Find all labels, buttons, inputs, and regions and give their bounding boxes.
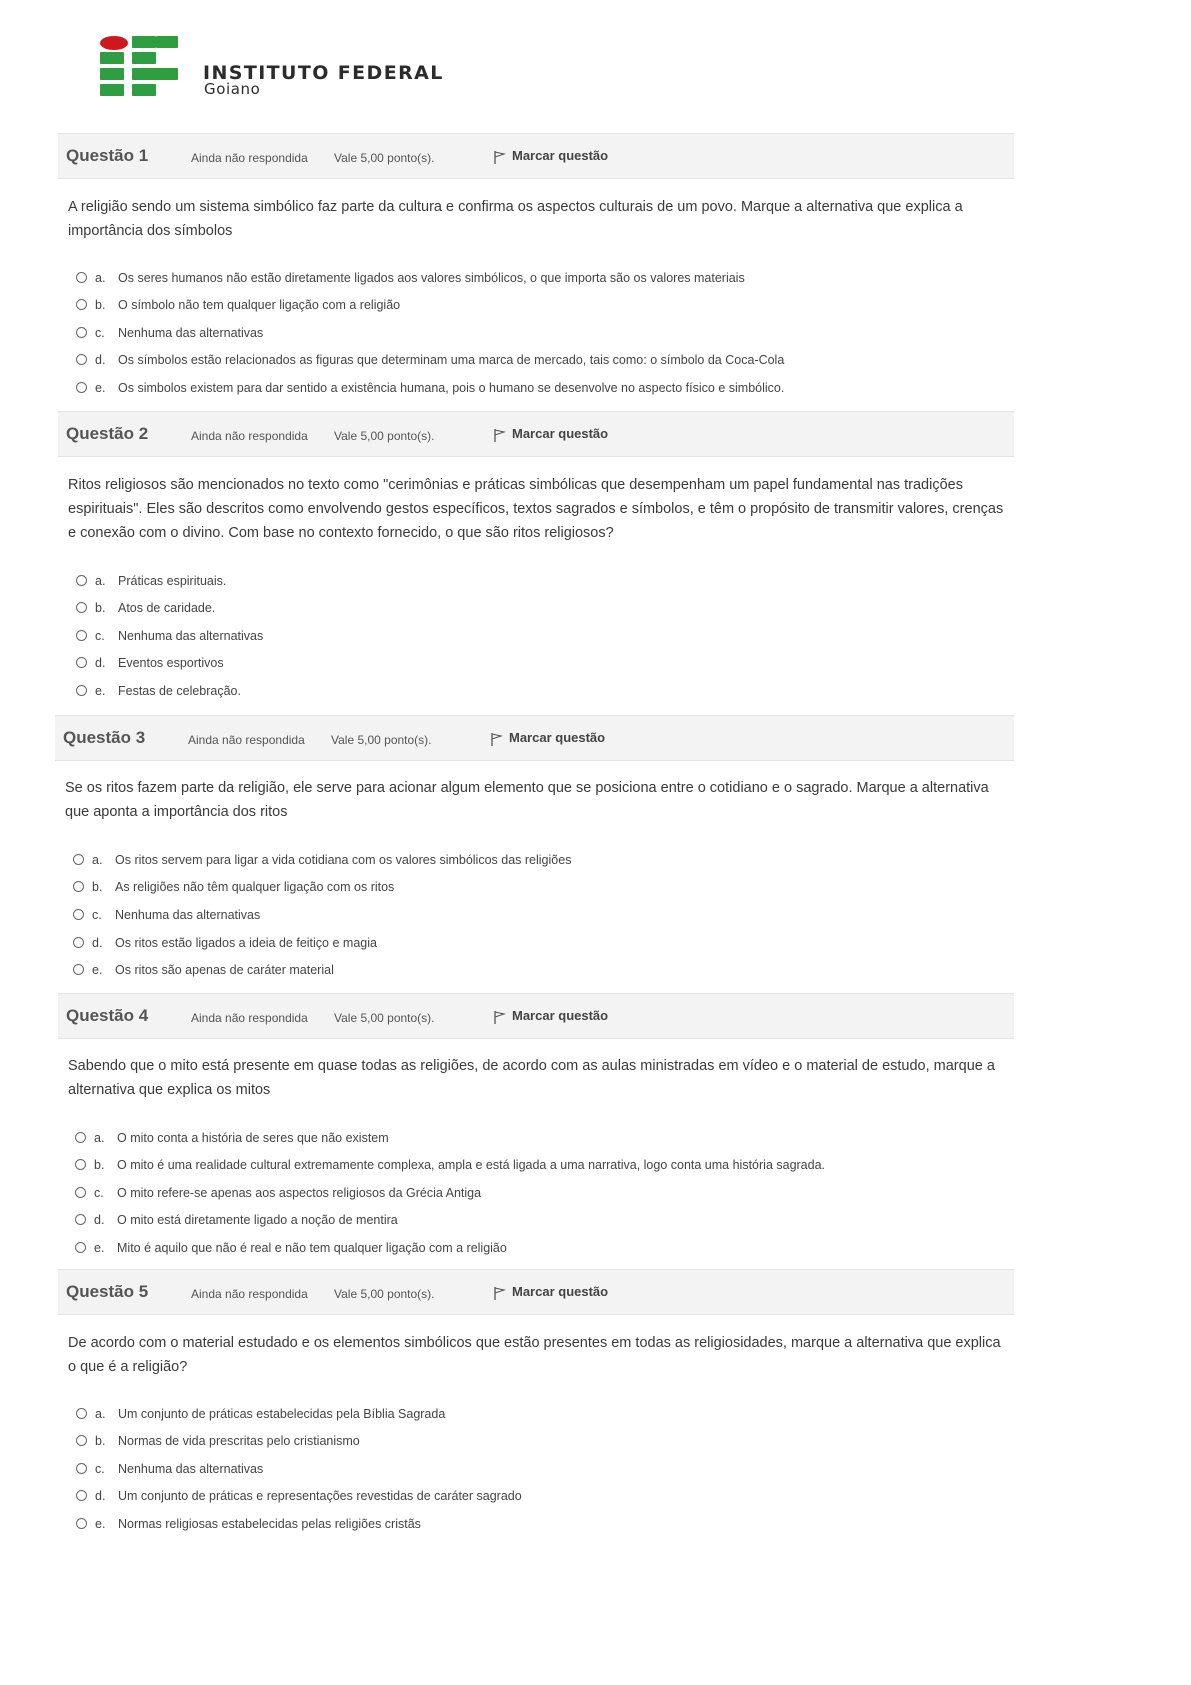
- question-3-header: [55, 715, 1014, 761]
- question-number: Questão 2: [66, 424, 149, 443]
- question-5-text: De acordo com o material estudado e os elementos simbólicos que estão presentes em todas as religiosidades, marque a alternativa que explica o que é a religião?: [68, 1335, 1001, 1375]
- question-points: Vale 5,00 ponto(s).: [334, 1287, 435, 1301]
- question-status: Ainda não respondida: [191, 1011, 308, 1025]
- question-number: Questão 4: [66, 1006, 149, 1025]
- question-4-header: [58, 993, 1014, 1039]
- radio-button[interactable]: [75, 1132, 86, 1143]
- institution-subtitle: Goiano: [204, 80, 261, 98]
- institution-title: INSTITUTO FEDERAL: [203, 62, 444, 84]
- flag-icon: [494, 428, 506, 442]
- radio-button[interactable]: [73, 854, 84, 865]
- question-number: Questão 1: [66, 146, 149, 165]
- flag-icon: [494, 150, 506, 164]
- radio-button[interactable]: [76, 602, 87, 613]
- flag-question-button[interactable]: Marcar questão: [494, 148, 608, 164]
- radio-button[interactable]: [76, 299, 87, 310]
- question-1-text: A religião sendo um sistema simbólico faz parte da cultura e confirma os aspectos culturais de um povo. Marque a alternativa que explica a importância dos símbolos: [68, 199, 963, 239]
- institution-logo: [100, 36, 570, 100]
- radio-button[interactable]: [76, 575, 87, 586]
- question-number: Questão 3: [63, 728, 146, 747]
- logo-red-dot: [100, 36, 128, 50]
- flag-question-button[interactable]: Marcar questão: [491, 730, 605, 746]
- radio-button[interactable]: [76, 272, 87, 283]
- flag-question-button[interactable]: Marcar questão: [494, 1008, 608, 1024]
- radio-button[interactable]: [76, 1490, 87, 1501]
- radio-button[interactable]: [73, 909, 84, 920]
- flag-question-button[interactable]: Marcar questão: [494, 1284, 608, 1300]
- flag-icon: [494, 1010, 506, 1024]
- question-1-header: [58, 133, 1014, 179]
- question-points: Vale 5,00 ponto(s).: [334, 429, 435, 443]
- radio-button[interactable]: [75, 1187, 86, 1198]
- flag-question-button[interactable]: Marcar questão: [494, 426, 608, 442]
- question-points: Vale 5,00 ponto(s).: [334, 151, 435, 165]
- radio-button[interactable]: [76, 1518, 87, 1529]
- radio-button[interactable]: [76, 685, 87, 696]
- question-4-text: Sabendo que o mito está presente em quase todas as religiões, de acordo com as aulas ministradas em vídeo e o material de estudo, marque a alternativa que explica os mitos: [68, 1058, 995, 1098]
- radio-button[interactable]: [76, 382, 87, 393]
- radio-button[interactable]: [76, 630, 87, 641]
- radio-button[interactable]: [73, 964, 84, 975]
- radio-button[interactable]: [76, 354, 87, 365]
- radio-button[interactable]: [75, 1159, 86, 1170]
- flag-icon: [491, 732, 503, 746]
- question-number: Questão 5: [66, 1282, 149, 1301]
- radio-button[interactable]: [76, 657, 87, 668]
- radio-button[interactable]: [73, 937, 84, 948]
- question-status: Ainda não respondida: [188, 733, 305, 747]
- radio-button[interactable]: [76, 1408, 87, 1419]
- flag-icon: [494, 1286, 506, 1300]
- question-status: Ainda não respondida: [191, 1287, 308, 1301]
- radio-button[interactable]: [76, 327, 87, 338]
- question-2-header: [58, 411, 1014, 457]
- question-2-text: Ritos religiosos são mencionados no texto como "cerimônias e práticas simbólicas que desempenham um papel fundamental nas tradições espirituais". Eles são descritos como envolvendo gestos específicos, textos sagrados e símbolos, e têm o propósito de transmitir valores, crenças e conexão com o divino. Com base no contexto fornecido, o que são ritos religiosos?: [68, 477, 1004, 541]
- question-points: Vale 5,00 ponto(s).: [331, 733, 432, 747]
- radio-button[interactable]: [73, 881, 84, 892]
- logo-mark-icon: [100, 36, 190, 96]
- question-status: Ainda não respondida: [191, 151, 308, 165]
- question-points: Vale 5,00 ponto(s).: [334, 1011, 435, 1025]
- radio-button[interactable]: [76, 1463, 87, 1474]
- question-status: Ainda não respondida: [191, 429, 308, 443]
- radio-button[interactable]: [75, 1242, 86, 1253]
- radio-button[interactable]: [76, 1435, 87, 1446]
- radio-button[interactable]: [75, 1214, 86, 1225]
- question-3-text: Se os ritos fazem parte da religião, ele serve para acionar algum elemento que se posiciona entre o cotidiano e o sagrado. Marque a alternativa que aponta a importância dos ritos: [65, 780, 989, 820]
- question-5-header: [58, 1269, 1014, 1315]
